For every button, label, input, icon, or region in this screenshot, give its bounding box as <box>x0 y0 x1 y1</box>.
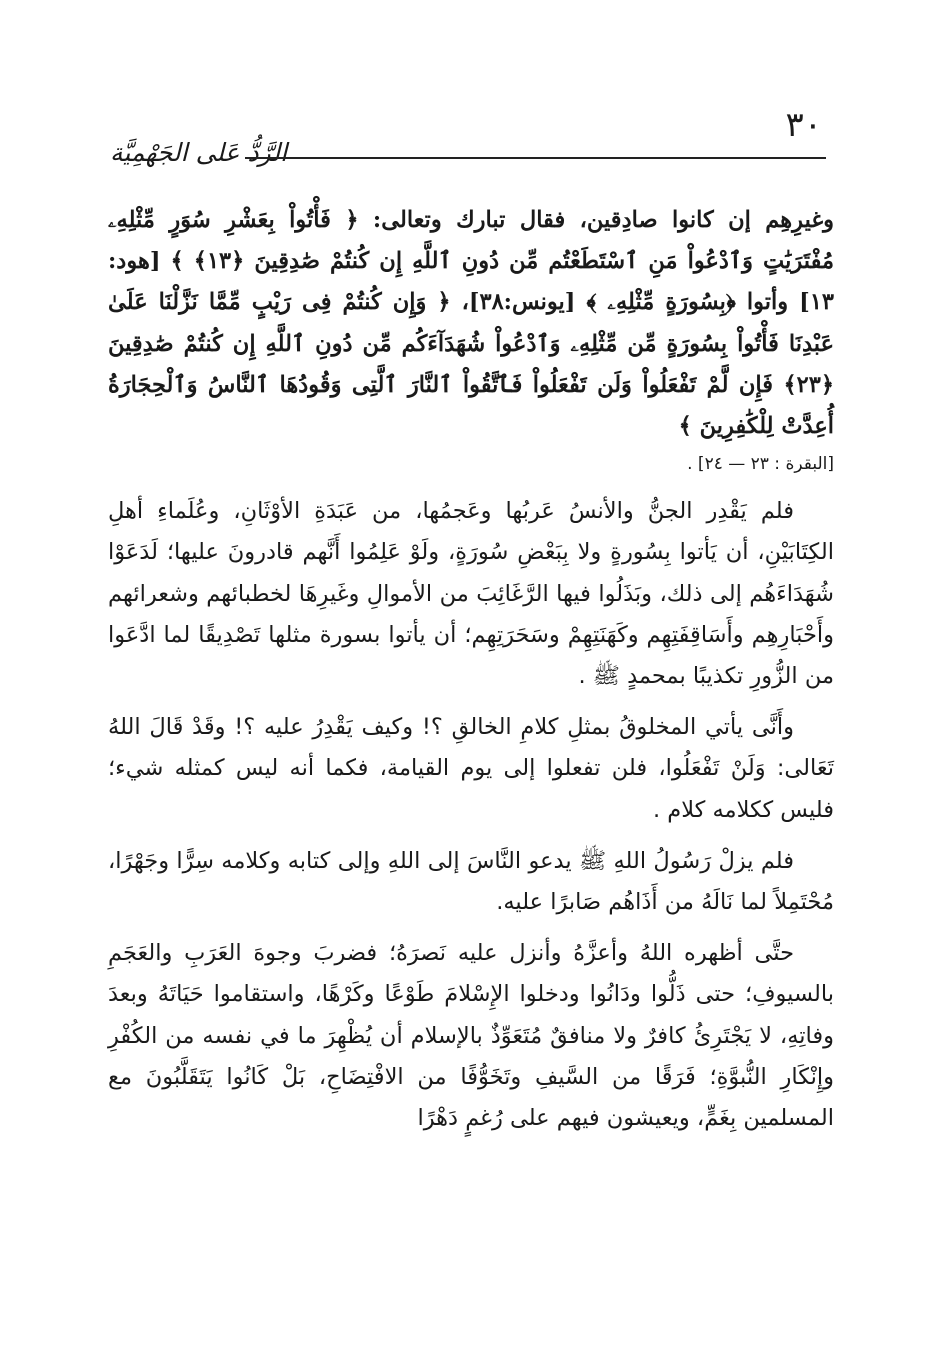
paragraph: حتَّى أظهره اللهُ وأعزَّهُ وأنزل عليه نَصرَهُ؛ فضربَ وجوهَ العَرَبِ والعَجَمِ بالسيوفِ؛ حتى ذَلُّوا ودَانُوا ودخلوا الإِسْلامَ طَوْعًا وكَرْهًا، واستقاموا حَيَاتَهُ وبعدَ وفاتِهِ، لا يَجْتَرِئُ كافرٌ ولا منافقٌ مُتَعَوِّذٌ بالإسلام أن يُظْهِرَ ما في نفسه من الكُفْرِ وإِنْكَارِ النُّبوَّةِ؛ فَرَقًا من السَّيفِ وتَخَوُّفًا من الافْتِضَاحِ، بَلْ كَانُوا يَتَقَلَّبُونَ مع المسلمين بِغَمٍّ، ويعيشون فيهم على رُغمٍ دَهْرًا <box>108 940 834 1132</box>
quran-paragraph: وغيرِهِم إن كانوا صادِقين، فقال تبارك وتعالى: ﴿ فَأْتُواْ بِعَشْرِ سُوَرٍ مِّثْلِهِۦ مُفْتَرَيَٰتٍ وَٱدْعُواْ مَنِ ٱسْتَطَعْتُم مِّن دُونِ ٱللَّهِ إِن كُنتُمْ صَٰدِقِينَ ﴿١٣﴾ ﴾ [هود: ١٣] وأتوا ﴿بِسُورَةٍ مِّثْلِهِۦ ﴾ [يونس:٣٨]، ﴿ وَإِن كُنتُمْ فِى رَيْبٍ مِّمَّا نَزَّلْنَا عَلَىٰ عَبْدِنَا فَأْتُواْ بِسُورَةٍ مِّن مِّثْلِهِۦ وَٱدْعُواْ شُهَدَآءَكُم مِّن دُونِ ٱللَّهِ إِن كُنتُمْ صَٰدِقِينَ ﴿٢٣﴾ فَإِن لَّمْ تَفْعَلُواْ وَلَن تَفْعَلُواْ فَٱتَّقُواْ ٱلنَّارَ ٱلَّتِى وَقُودُهَا ٱلنَّاسُ وَٱلْحِجَارَةُ أُعِدَّتْ لِلْكَٰفِرِينَ ﴾ <box>108 207 834 440</box>
page-number: ٣٠ <box>785 105 822 145</box>
quran-reference: [البقرة : ٢٣ — ٢٤] . <box>687 454 834 475</box>
page-header <box>110 105 832 175</box>
header-rule <box>245 157 826 159</box>
running-title: الرَّدُّ عَلى الجَهْمِيَّة <box>110 138 288 167</box>
paragraph: وأَنَّى يأتي المخلوقُ بمثلِ كلامِ الخالقِ ؟! وكيف يَقْدِرُ عليه ؟! وقَدْ قَالَ اللهُ تَعَالى: وَلَنْ تَفْعَلُوا، فلن تفعلوا إلى يوم القيامة، فكما أنه ليس كمثله شيء؛ فليس ككلامه كلام . <box>108 714 834 823</box>
body-text <box>108 200 834 1139</box>
paragraph: فلم يَقْدِر الجنُّ والأنسُ عَربُها وعَجمُها، من عَبَدَةِ الأوْثَانِ، وعُلَماءِ أهلِ الكِتَابَيْنِ، أن يَأتوا بِسُورةٍ ولا بِبَعْضِ سُورَةٍ، ولَوْ عَلِمُوا أَنَّهم قادرونَ عليها؛ لَدَعَوْا شُهَدَاءَهُم إلى ذلك، وبَذَلُوا فيها الرَّغَائِبَ من الأموالِ وغَيرِهَا لخطبائهم وشعرائهم وأَحْبَارِهِم وأَسَاقِفَتِهِم وكَهَنَتِهِمْ وسَحَرَتِهِم؛ أن يأتوا بسورة مثلها تَصْدِيقًا لما ادَّعَوا من الزُّورِ تكذيبًا بمحمدٍ ﷺ . <box>108 498 834 690</box>
paragraph: فلم يزلْ رَسُولُ اللهِ ﷺ يدعو النَّاسَ إلى اللهِ وإلى كتابه وكلامه سِرًّا وجَهْرًا، مُحْتَمِلاً لما نَالَهُ من أَذَاهُم صَابرًا عليه. <box>108 847 834 916</box>
